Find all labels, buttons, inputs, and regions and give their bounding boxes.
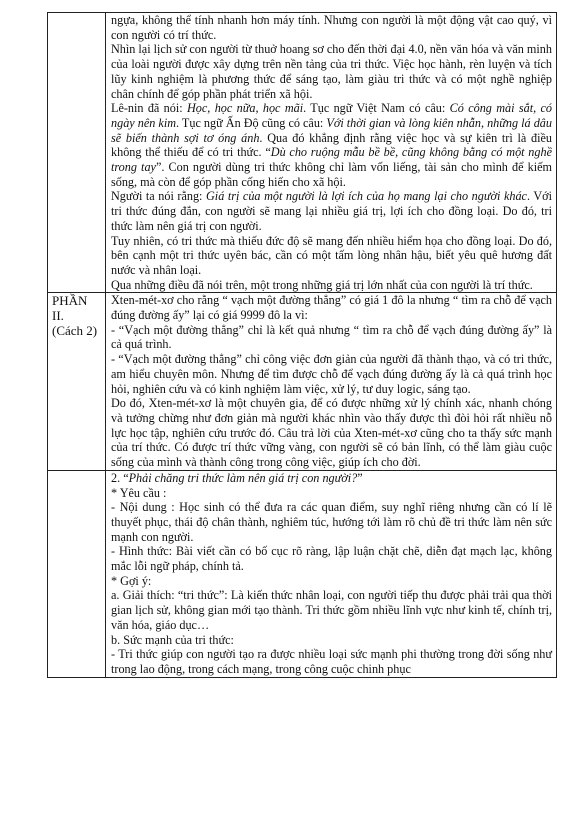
paragraph bbox=[111, 42, 552, 101]
text-run: - Tri thức giúp con người tạo ra được nhiều loại sức mạnh phi thường trong đời sống như trong lao động, trong cách mạng, trong công cuộc chinh phục bbox=[111, 647, 552, 676]
italic-quote: Học, học nữa, học mãi bbox=[187, 101, 304, 116]
table-row bbox=[48, 13, 557, 293]
paragraph bbox=[111, 574, 552, 589]
text-run: ngựa, không thể tính nhanh hơn máy tính. Nhưng con người là một động vật cao quý, vì con người có trí thức. bbox=[111, 13, 552, 42]
text-run: . Qua đó khẳng định rằng việc học và sự kiên trì là điều không thể thiếu để có tri thức. “ bbox=[111, 130, 552, 160]
paragraph bbox=[111, 396, 552, 470]
section-label-line: PHẦN bbox=[52, 293, 88, 309]
section-label-line: (Cách 2) bbox=[52, 323, 98, 339]
text-run: . Tục ngữ Việt Nam có câu: bbox=[303, 101, 450, 116]
paragraph bbox=[111, 544, 552, 573]
paragraph bbox=[111, 500, 552, 544]
text-run: * Yêu cầu : bbox=[111, 485, 167, 500]
text-run: Lê-nin đã nói: bbox=[111, 101, 187, 116]
text-run: 2. “ bbox=[111, 470, 129, 485]
italic-quote: Dù cho ruộng mẫu bề bề, cũng không bằng có một nghề trong tay bbox=[111, 145, 552, 175]
paragraph bbox=[111, 471, 552, 486]
text-run: * Gợi ý: bbox=[111, 573, 152, 588]
paragraph bbox=[111, 323, 552, 352]
paragraph bbox=[111, 278, 552, 293]
text-run: Nhìn lại lịch sử con người từ thuở hoang sơ cho đến thời đại 4.0, nền văn hóa và văn minh của loài người được xây dựng trên nền tảng của tri thức. Việc học hành, rèn luyện và tích lũy kinh nghiệm là phương thức để sáng tạo, làm giàu tri thức và có một nghề nghiệp chân chính để góp phần phát triển xã hội. bbox=[111, 42, 552, 101]
text-run: Do đó, Xten-mét-xơ là một chuyên gia, để có được những xử lý chính xác, nhanh chóng và tưởng chừng như đơn giản mà người khác nhìn vào thấy được thì đòi hỏi rất nhiều nỗ lực học tập, nghiên cứu trước đó. Câu trả lời của Xten-mét-xơ cũng cho ta thấy sức mạnh của trí thức. Có được trí thức vững vàng, con người sẽ có bản lĩnh, có thể làm giàu cuộc sống của mình và thành công trong công việc, giúp ích cho đời. bbox=[111, 396, 552, 470]
italic-quote: Với thời gian và lòng kiên nhẫn, những lá dâu sẽ biến thành sợi tơ óng ánh bbox=[111, 115, 552, 145]
answer-table bbox=[47, 12, 557, 678]
italic-quote: Giá trị của một người là lợi ích của họ mang lại cho người khác bbox=[206, 189, 527, 204]
text-run: . Với tri thức đúng đắn, con người sẽ mang lại nhiều giá trị, lợi ích cho đồng loại. Do đó, tri thức làm nên giá trị con người. bbox=[111, 189, 553, 233]
text-run: - Nội dung : Học sinh có thể đưa ra các quan điểm, suy nghĩ riêng nhưng cần có lí lẽ thuyết phục, thái độ chân thành, nghiêm túc, hướng tới làm rõ chủ đề tri thức làm nên sức mạnh con người. bbox=[111, 500, 552, 544]
section-label-cell bbox=[48, 13, 106, 293]
paragraph bbox=[111, 352, 552, 396]
content-cell bbox=[106, 13, 557, 293]
text-run: - “Vạch một đường thẳng” chỉ là kết quả nhưng “ tìm ra chỗ để vạch đúng đường ấy” là cả quá trình. bbox=[111, 322, 552, 352]
text-run: Người ta nói rằng: bbox=[111, 189, 206, 204]
text-run: b. Sức mạnh của tri thức: bbox=[111, 632, 234, 647]
content-cell bbox=[106, 470, 557, 677]
paragraph bbox=[111, 633, 552, 648]
table-row bbox=[48, 293, 557, 470]
text-run: Xten-mét-xơ cho rằng “ vạch một đường thẳng” có giá 1 đô la nhưng “ tìm ra chỗ để vạch đúng đường ấy” lại có giá 9999 đô la vì: bbox=[111, 293, 552, 323]
text-run: - “Vạch một đường thẳng” chỉ công việc đơn giản của người đã thành thạo, và có tri thức, am hiểu chuyên môn. Nhưng để tìm được chỗ để vạch đúng đường ấy là cả quá trình học hỏi, nghiên cứu và có kinh nghiệm làm việc, xử lý, tư duy logic, sáng tạo. bbox=[111, 352, 552, 396]
section-label-cell bbox=[48, 470, 106, 677]
text-run: ”. Con người dùng tri thức không chỉ làm vốn liếng, tài sản cho mình để kiếm sống, mà còn để góp phần cống hiến cho xã hội. bbox=[111, 160, 552, 189]
table-row bbox=[48, 470, 557, 677]
paragraph bbox=[111, 234, 552, 278]
paragraph bbox=[111, 101, 552, 189]
paragraph bbox=[111, 486, 552, 501]
italic-quote: Có công mài sắt, có ngày nên kim bbox=[111, 101, 553, 130]
text-run: . Tục ngữ Ấn Độ cũng có câu: bbox=[176, 115, 327, 130]
paragraph bbox=[111, 647, 552, 676]
paragraph bbox=[111, 189, 552, 233]
paragraph bbox=[111, 588, 552, 632]
paragraph bbox=[111, 293, 552, 322]
text-run: Qua những điều đã nói trên, một trong những giá trị lớn nhất của con người là trí thức. bbox=[111, 277, 533, 292]
section-label-line: II. bbox=[52, 308, 64, 324]
italic-quote: Phải chăng tri thức làm nên giá trị con người? bbox=[128, 470, 358, 485]
section-label-cell bbox=[48, 293, 106, 470]
text-run: Tuy nhiên, có tri thức mà thiếu đức độ sẽ mang đến nhiều hiểm họa cho đồng loại. Do đó, bên cạnh một tri thức uyên bác, cần có một tấm lòng nhân hậu, biết yêu quê hương đất nước và nhân loại. bbox=[111, 233, 552, 277]
text-run: ” bbox=[357, 470, 363, 485]
content-cell bbox=[106, 293, 557, 470]
paragraph bbox=[111, 13, 552, 42]
text-run: - Hình thức: Bài viết cần có bố cục rõ ràng, lập luận chặt chẽ, diễn đạt mạch lạc, không mắc lỗi ngữ pháp, chính tả. bbox=[111, 544, 552, 574]
text-run: a. Giải thích: “tri thức”: Là kiến thức nhân loại, con người tiếp thu được phải trải qua thời gian lịch sử, không gian mới tạo thành. Tri thức gồm nhiều lĩnh vực như kinh tế, chính trị, văn hóa, giáo dục… bbox=[111, 588, 552, 632]
